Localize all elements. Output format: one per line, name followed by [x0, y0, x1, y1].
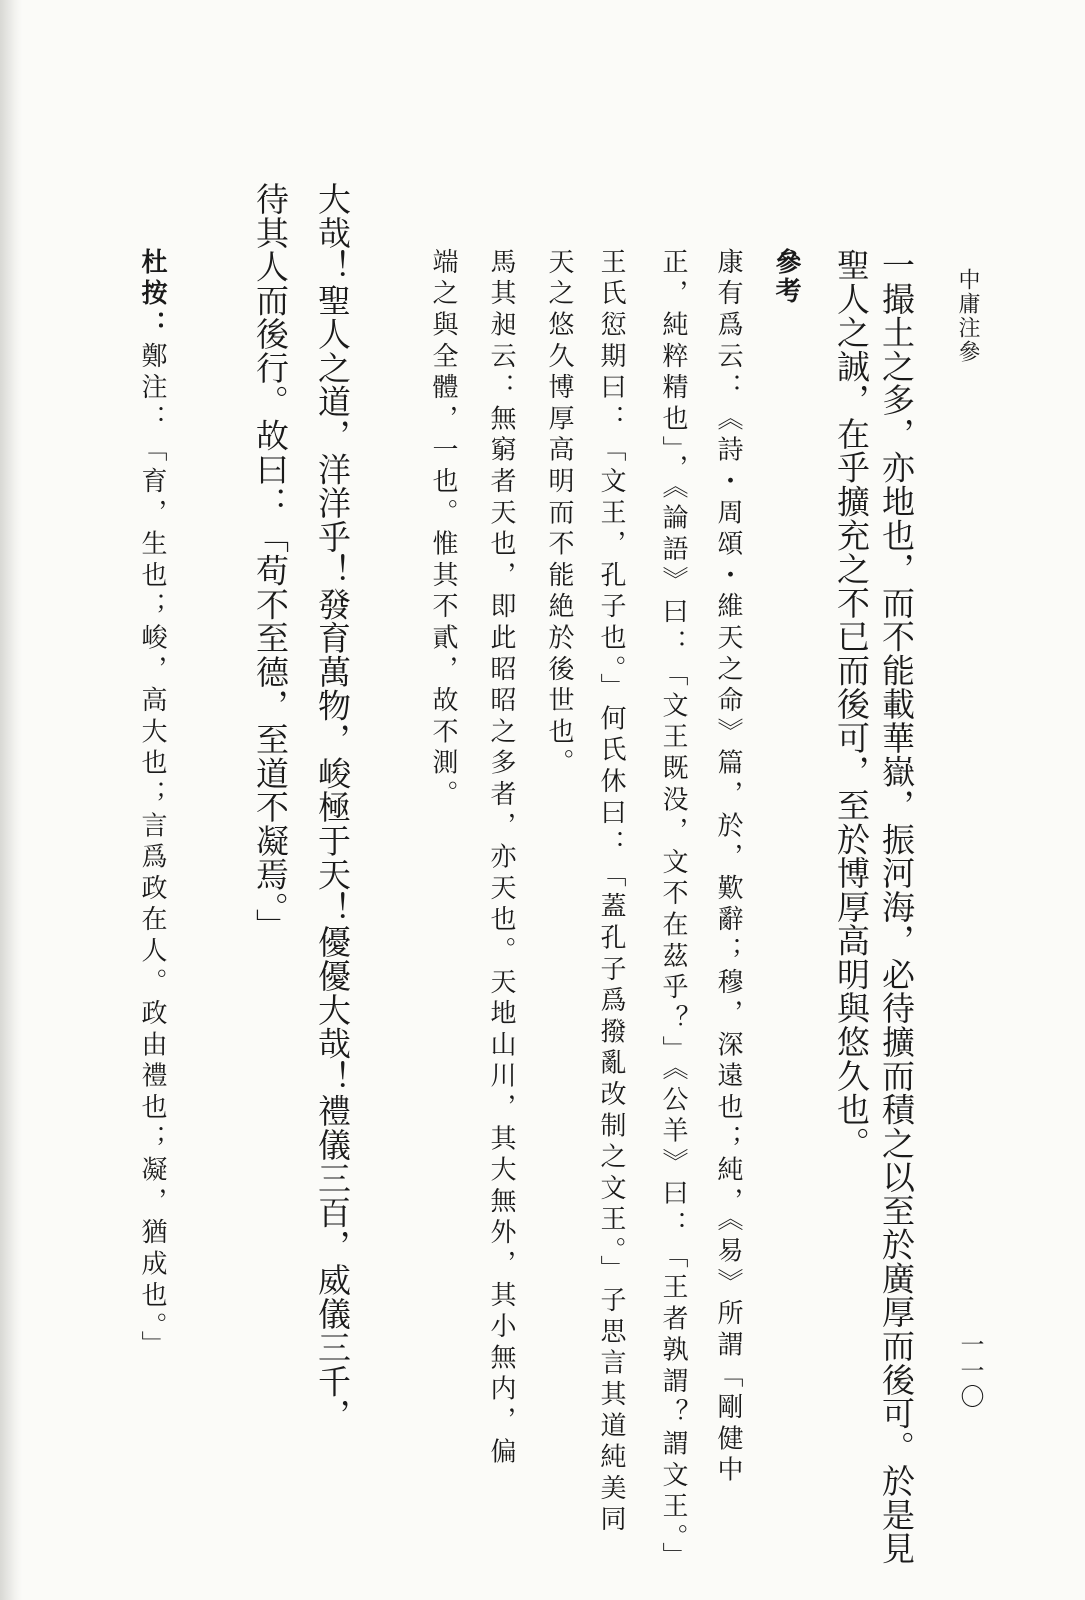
- main-text-line: 待其人而後行。故曰：「苟不至德，至道不凝焉。」: [251, 182, 290, 943]
- commentary-line: [139, 248, 165, 1362]
- reference-text-line: 端之與全體，一也。惟其不貳，故不測。: [428, 248, 458, 812]
- reference-text-line: 康有爲云：《詩・周頌・維天之命》篇，於，歎辭；穆，深遠也；純，《易》所謂「剛健中: [713, 248, 743, 1487]
- reference-text-line: 正，純粹精也」，《論語》曰：「文王既没，文不在茲乎？」《公羊》曰：「王者孰謂？謂文王。」: [658, 248, 688, 1574]
- running-title: 中庸注參: [955, 268, 980, 364]
- reference-text-line: 天之悠久博厚高明而不能絶於後世也。: [544, 248, 574, 781]
- scan-edge-shadow: [0, 0, 22, 1600]
- main-text-line: 一撮土之多，亦地也，而不能載華嶽，振河海，必待擴而積之以至於廣厚而後可。於是見: [877, 248, 916, 1566]
- commentary-body: 鄭注：「育，生也；峻，高大也；言爲政在人。政由禮也；凝，猶成也。」: [137, 341, 167, 1362]
- reference-text-line: 王氏愆期曰：「文王，孔子也。」何氏休曰：「蓋孔子爲撥亂改制之文王。」子思言其道純美同: [596, 248, 626, 1537]
- main-text-line: 聖人之誠，在乎擴充之不已而後可，至於博厚高明與悠久也。: [832, 248, 871, 1161]
- reference-heading: 參考: [771, 248, 801, 306]
- main-text-line: 大哉！聖人之道，洋洋乎！發育萬物，峻極于天！優優大哉！禮儀三百，威儀三千，: [313, 182, 352, 1432]
- reference-text-line: 馬其昶云：無窮者天也，即此昭昭之多者，亦天也。天地山川，其大無外，其小無内，偏: [486, 248, 516, 1469]
- page-number: 一一〇: [956, 1332, 984, 1410]
- commentary-lead: 杜按：: [137, 248, 167, 342]
